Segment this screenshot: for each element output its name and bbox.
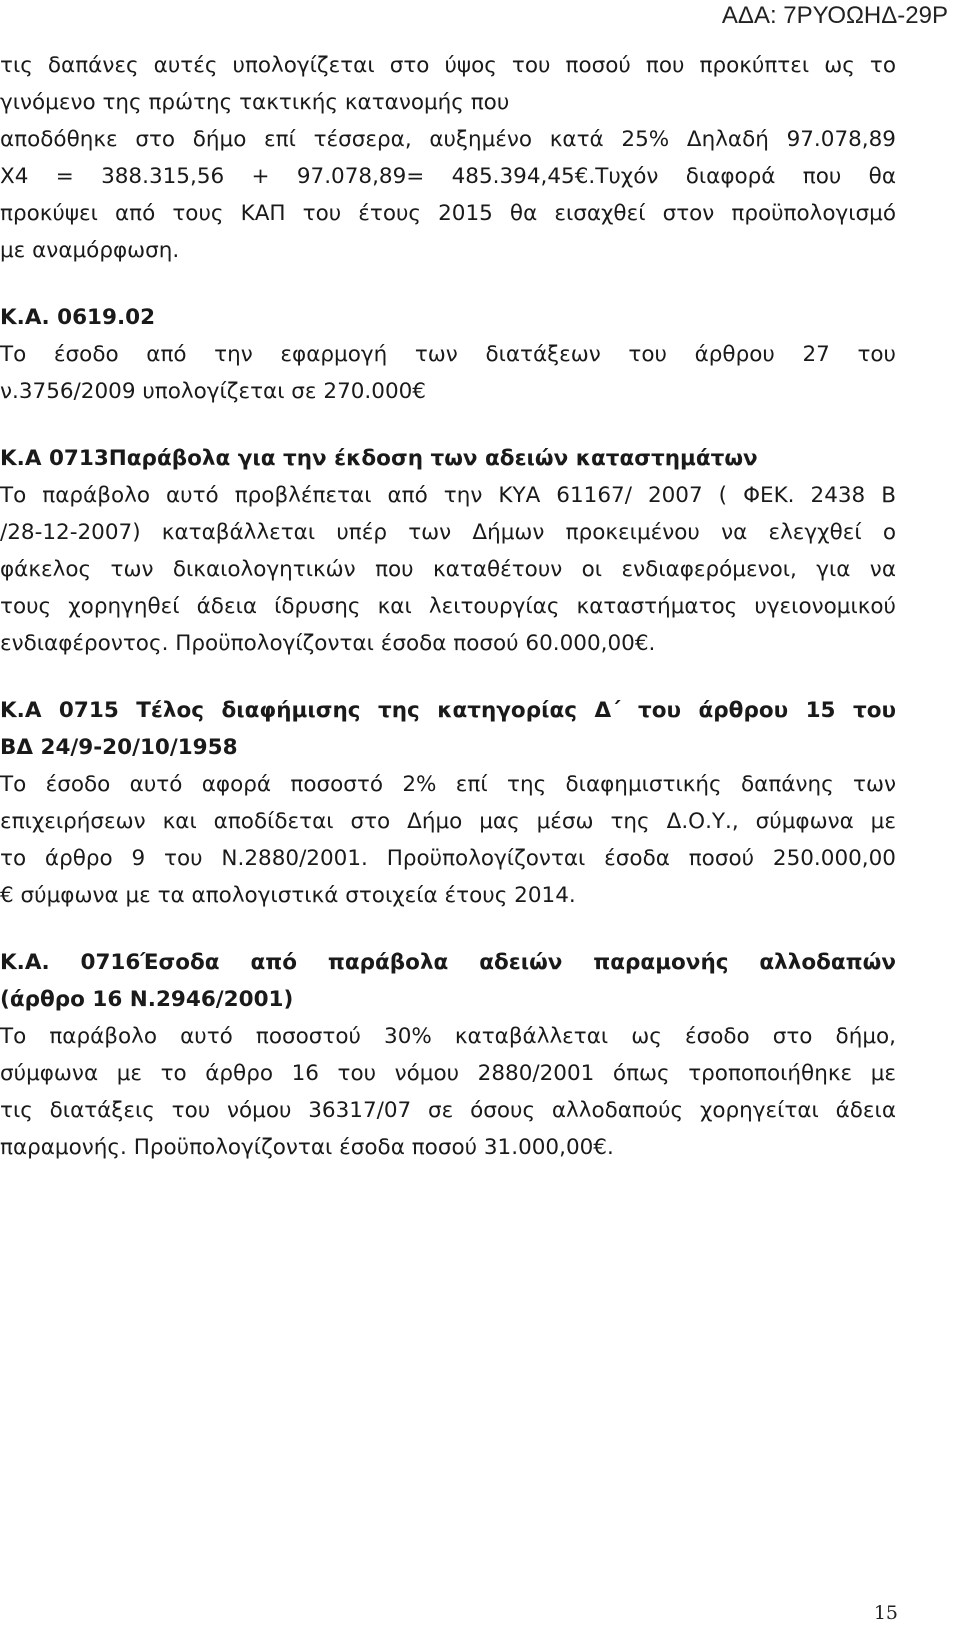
- section-0713: [0, 440, 896, 662]
- section-heading: Κ.Α. 0619.02: [0, 305, 156, 330]
- text-line: € σύμφωνα με τα απολογιστικά στοιχεία έτους 2014.: [0, 883, 576, 908]
- text-line: παραμονής. Προϋπολογίζονται έσοδα ποσού 31.000,00€.: [0, 1135, 614, 1160]
- text-line: γινόμενο της πρώτης τακτικής κατανομής που: [0, 90, 510, 115]
- text-line: Το έσοδο αυτό αφορά ποσοστό 2% επί της διαφημιστικής δαπάνης των: [0, 772, 896, 797]
- text-line: τις διατάξεις του νόμου 36317/07 σε όσους αλλοδαπούς χορηγείται άδεια: [0, 1098, 896, 1123]
- text-line: τις δαπάνες αυτές υπολογίζεται στο ύψος του ποσού που προκύπτει ως το: [0, 53, 896, 78]
- ada-code: ΑΔΑ: 7ΡΥΟΩΗΔ-29Ρ: [721, 2, 948, 29]
- text-line: σύμφωνα με το άρθρο 16 του νόμου 2880/2001 όπως τροποποιήθηκε με: [0, 1061, 896, 1086]
- document-body: [0, 47, 896, 1166]
- section-heading: Κ.Α 0715 Τέλος διαφήμισης της κατηγορίας Δ΄ του άρθρου 15 του: [0, 698, 896, 723]
- text-line: Χ4 = 388.315,56 + 97.078,89= 485.394,45€.Τυχόν διαφορά που θα: [0, 164, 896, 189]
- text-line: επιχειρήσεων και αποδίδεται στο Δήμο μας μέσω της Δ.Ο.Υ., σύμφωνα με: [0, 809, 896, 834]
- section-heading: ΒΔ 24/9-20/10/1958: [0, 735, 238, 760]
- text-line: ενδιαφέροντος. Προϋπολογίζονται έσοδα ποσού 60.000,00€.: [0, 631, 656, 656]
- text-line: με αναμόρφωση.: [0, 238, 180, 263]
- intro-paragraph: [0, 47, 896, 269]
- section-heading: (άρθρο 16 Ν.2946/2001): [0, 987, 294, 1012]
- text-line: Το παράβολο αυτό ποσοστού 30% καταβάλλεται ως έσοδο στο δήμο,: [0, 1024, 896, 1049]
- section-0619: [0, 299, 896, 410]
- text-line: φάκελος των δικαιολογητικών που καταθέτουν οι ενδιαφερόμενοι, για να: [0, 557, 896, 582]
- text-line: τους χορηγηθεί άδεια ίδρυσης και λειτουργίας καταστήματος υγειονομικού: [0, 594, 896, 619]
- section-heading: Κ.Α. 0716Έσοδα από παράβολα αδειών παραμονής αλλοδαπών: [0, 950, 896, 975]
- section-0716: [0, 944, 896, 1166]
- text-line: Το παράβολο αυτό προβλέπεται από την ΚΥΑ 61167/ 2007 ( ΦΕΚ. 2438 Β: [0, 483, 896, 508]
- text-line: ν.3756/2009 υπολογίζεται σε 270.000€: [0, 379, 426, 404]
- text-line: προκύψει από τους ΚΑΠ του έτους 2015 θα εισαχθεί στον προϋπολογισμό: [0, 201, 896, 226]
- text-line: αποδόθηκε στο δήμο επί τέσσερα, αυξημένο κατά 25% Δηλαδή 97.078,89: [0, 127, 896, 152]
- section-heading: Κ.Α 0713Παράβολα για την έκδοση των αδειών καταστημάτων: [0, 446, 758, 471]
- text-line: /28-12-2007) καταβάλλεται υπέρ των Δήμων προκειμένου να ελεγχθεί ο: [0, 520, 896, 545]
- page-number: 15: [873, 1602, 898, 1624]
- text-line: Το έσοδο από την εφαρμογή των διατάξεων του άρθρου 27 του: [0, 342, 896, 367]
- text-line: το άρθρο 9 του Ν.2880/2001. Προϋπολογίζονται έσοδα ποσού 250.000,00: [0, 846, 896, 871]
- section-0715: [0, 692, 896, 914]
